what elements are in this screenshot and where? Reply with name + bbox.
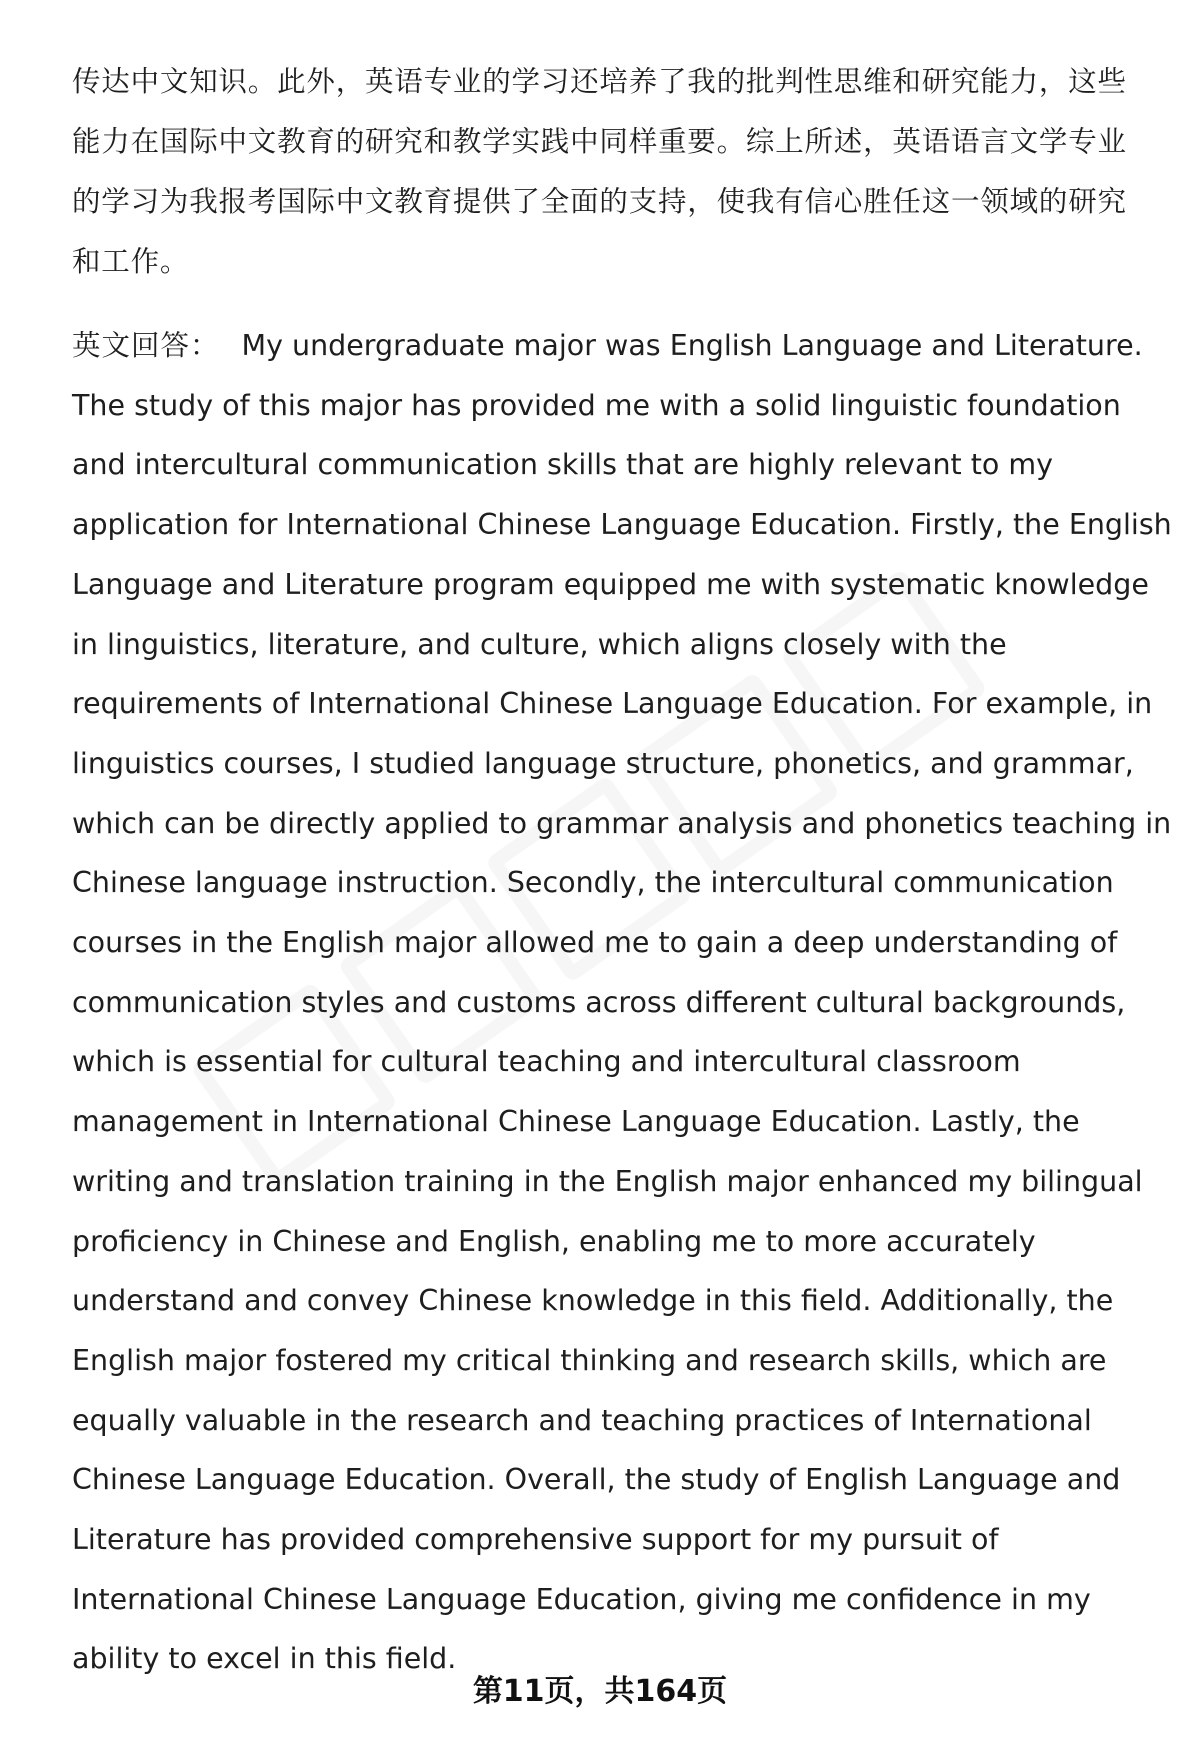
english-answer-text: My undergraduate major was English Language and Literature. The study of this major has provided me with a solid linguistic foundation and intercultural communication skills that are highly relevant to my application for International Chinese Language Education. Firstly, the English Language and Literature program equipped me with systematic knowledge in linguistics, literature, and culture, which aligns closely with the requirements of International Chinese Language Education. For example, in linguistics courses, I studied language structure, phonetics, and grammar, which can be directly applied to grammar analysis and phonetics teaching in Chinese language instruction. Secondly, the intercultural communication courses in the English major allowed me to gain a deep understanding of communication styles and customs across different cultural backgrounds, which is essential for cultural teaching and intercultural classroom management in International Chinese Language Education. Lastly, the writing and translation training in the English major enhanced my bilingual proficiency in Chinese and English, enabling me to more accurately understand and convey Chinese knowledge in this field. Additionally, the English major fostered my critical thinking and research skills, which are equally valuable in the research and teaching practices of International Chinese Language Education. Overall, the study of English Language and Literature has provided comprehensive support for my pursuit of International Chinese Language Education, giving me confidence in my ability to excel in this field.: [72, 329, 1172, 1676]
chinese-paragraph: 传达中文知识。此外，英语专业的学习还培养了我的批判性思维和研究能力，这些能力在国际中文教育的研究和教学实践中同样重要。综上所述，英语语言文学专业的学习为我报考国际中文教育提供了全面的支持，使我有信心胜任这一领域的研究和工作。: [72, 65, 1127, 278]
english-answer-label: 英文回答：: [72, 329, 220, 362]
page-number: 第11页，共164页: [472, 1674, 728, 1709]
english-answer-paragraph: [72, 316, 1182, 1689]
